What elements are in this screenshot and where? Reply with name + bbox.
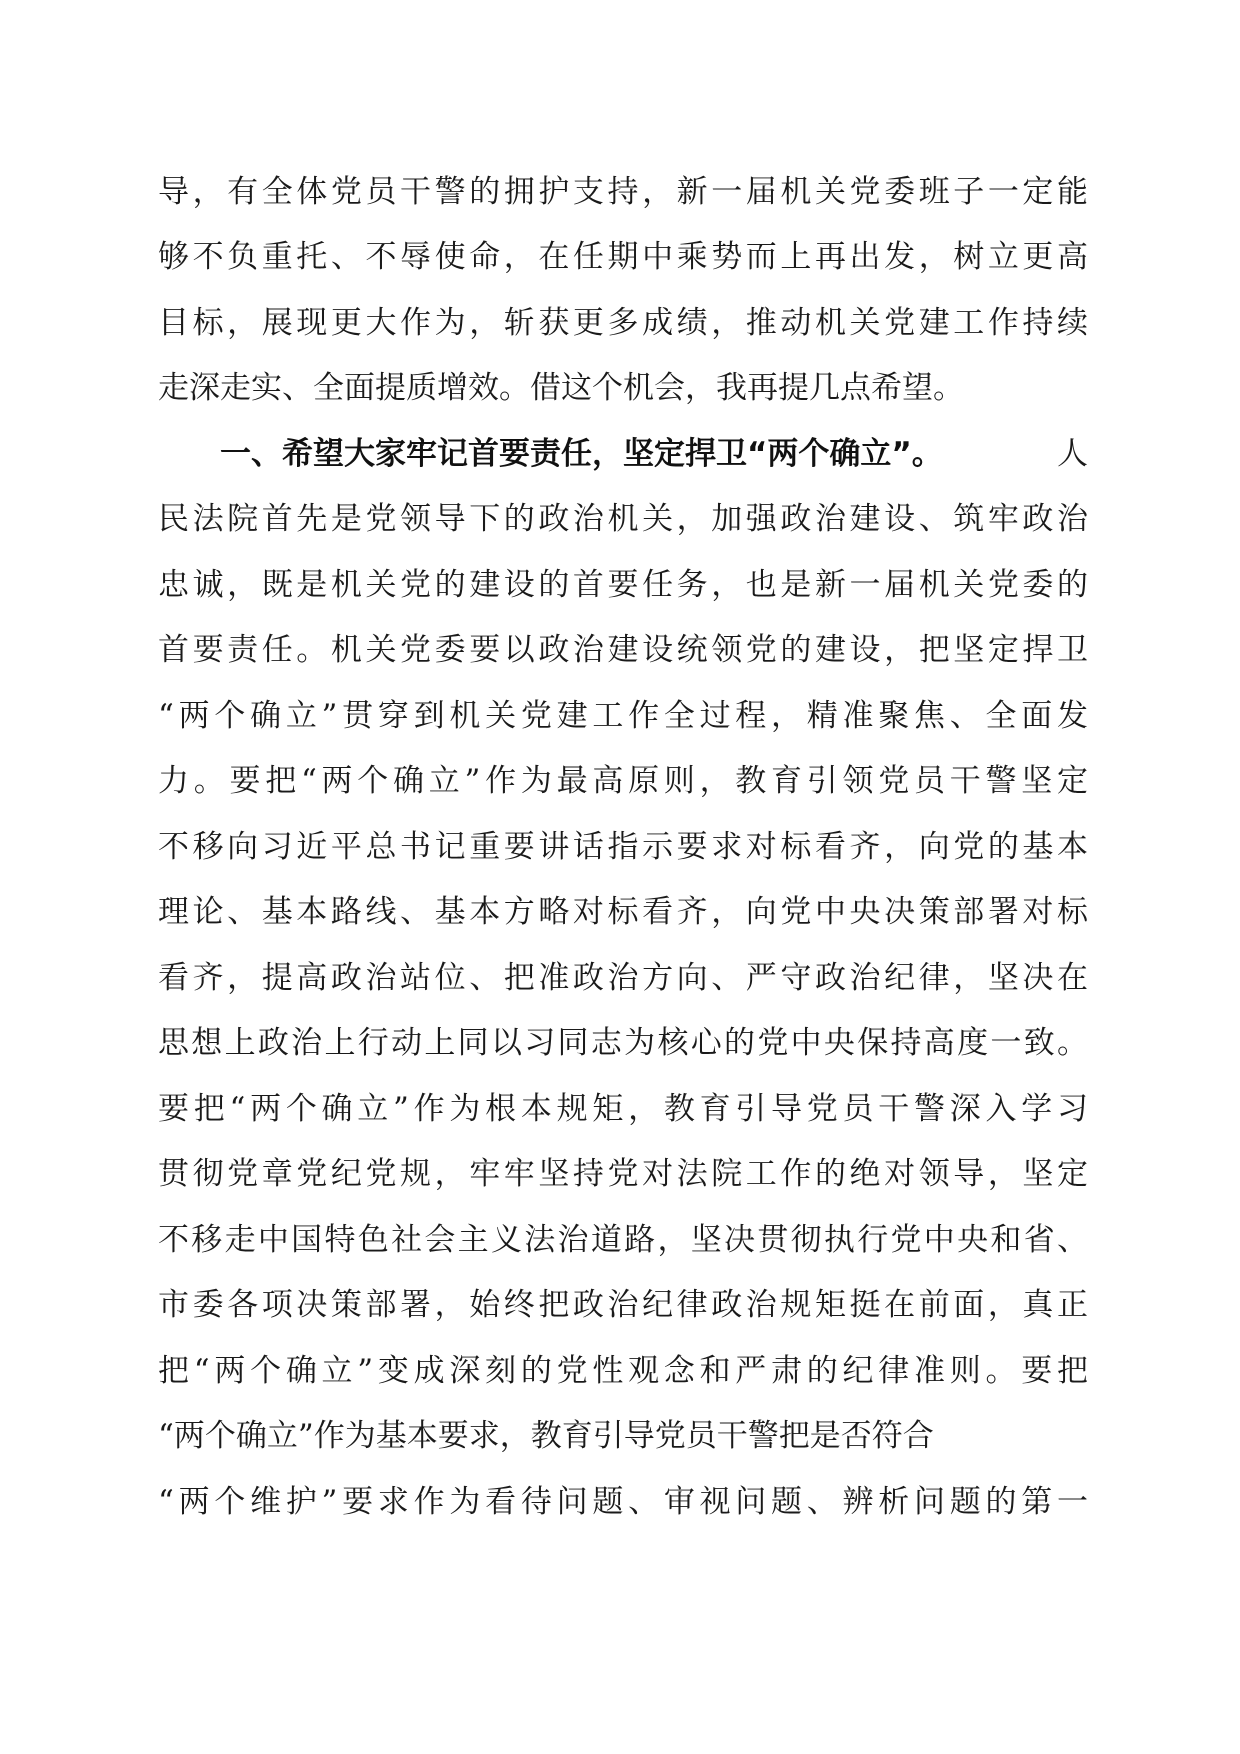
paragraph-line: 忠诚，既是机关党的建设的首要任务，也是新一届机关党委的 (158, 567, 1088, 603)
paragraph-line: 力。要把“两个确立”作为最高原则，教育引领党员干警坚定 (158, 763, 1088, 799)
section-heading-line (220, 434, 1088, 474)
paragraph-line: “两个确立”贯穿到机关党建工作全过程，精准聚焦、全面发 (158, 698, 1088, 734)
paragraph-line: 首要责任。机关党委要以政治建设统领党的建设，把坚定捍卫 (158, 632, 1088, 668)
paragraph-line: “两个维护”要求作为看待问题、审视问题、辨析问题的第一 (158, 1484, 1088, 1520)
paragraph-line: 理论、基本路线、基本方略对标看齐，向党中央决策部署对标 (158, 894, 1088, 930)
paragraph-line: 思想上政治上行动上同以习同志为核心的党中央保持高度一致。 (158, 1025, 1088, 1061)
paragraph-line: 不移向习近平总书记重要讲话指示要求对标看齐，向党的基本 (158, 829, 1088, 865)
paragraph-line: 市委各项决策部署，始终把政治纪律政治规矩挺在前面，真正 (158, 1287, 1088, 1323)
paragraph-line: 够不负重托、不辱使命，在任期中乘势而上再出发，树立更高 (158, 239, 1088, 275)
paragraph-line: 看齐，提高政治站位、把准政治方向、严守政治纪律，坚决在 (158, 960, 1088, 996)
paragraph-line: 导，有全体党员干警的拥护支持，新一届机关党委班子一定能 (158, 174, 1088, 210)
paragraph-line: 不移走中国特色社会主义法治道路，坚决贯彻执行党中央和省、 (158, 1222, 1088, 1258)
paragraph-line: 走深走实、全面提质增效。借这个机会，我再提几点希望。 (158, 370, 964, 406)
paragraph-line: 目标，展现更大作为，斩获更多成绩，推动机关党建工作持续 (158, 305, 1088, 341)
paragraph-line: “两个确立”作为基本要求，教育引导党员干警把是否符合 (158, 1418, 934, 1454)
section-heading: 一、希望大家牢记首要责任，坚定捍卫“两个确立”。 (220, 436, 943, 472)
paragraph-line: 把“两个确立”变成深刻的党性观念和严肃的纪律准则。要把 (158, 1353, 1088, 1389)
paragraph-line: 贯彻党章党纪党规，牢牢坚持党对法院工作的绝对领导，坚定 (158, 1156, 1088, 1192)
paragraph-line: 民法院首先是党领导下的政治机关，加强政治建设、筑牢政治 (158, 501, 1088, 537)
heading-continuation: 人 (1057, 436, 1088, 472)
paragraph-line: 要把“两个确立”作为根本规矩，教育引导党员干警深入学习 (158, 1091, 1088, 1127)
